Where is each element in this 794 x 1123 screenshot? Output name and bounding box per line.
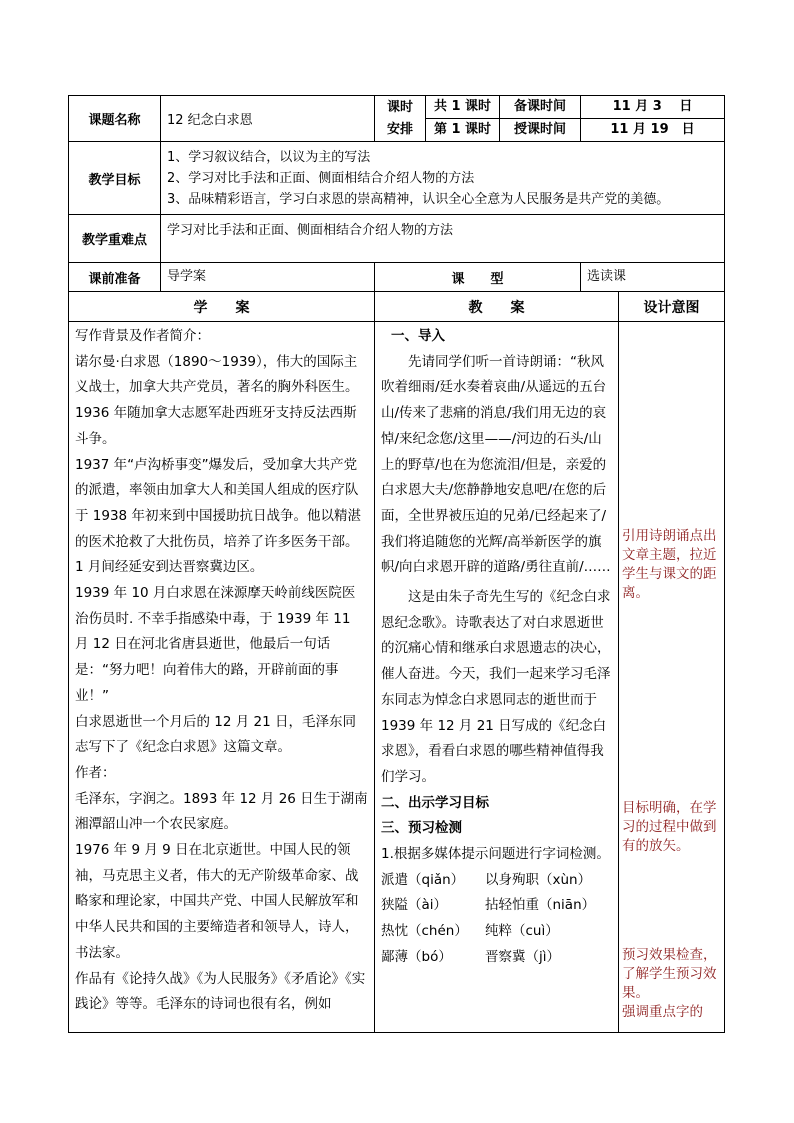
goal-item: 3、品味精彩语言，学习白求恩的崇高精神，认识全心全意为人民服务是共产党的美德。 [167, 191, 670, 207]
preparation-label: 课前准备 [69, 263, 161, 292]
vocab-word: 鄙薄（bó） [381, 948, 452, 965]
study-paragraph: 1976 年 9 月 9 日在北京逝世。中国人民的领袖，马克思主义者，伟大的无产阶级革命家、战略家和理论家，中国共产党、中国人民解放军和中华人民共和国的主要缔造者和领导人，诗人，书法家。 [75, 842, 359, 961]
lesson-type-value: 选读课 [581, 263, 725, 292]
prep-time: 11 月 3 日 [581, 96, 725, 119]
section-heading: 三、预习检测 [381, 820, 462, 837]
study-paragraph: 写作背景及作者简介： [75, 328, 210, 344]
study-plan-header: 学 案 [69, 292, 375, 322]
preparation-value: 导学案 [161, 263, 375, 292]
teach-plan-column [375, 322, 619, 1033]
design-note: 引用诗朗诵点出文章主题，拉近学生与课文的距离。 [622, 528, 717, 601]
vocab-word: 狭隘（ài） [381, 897, 448, 914]
prep-time-label: 备课时间 [500, 96, 581, 119]
goal-item: 1、学习叙议结合，以议为主的写法 [167, 149, 371, 165]
study-paragraph: 1 月间经延安到达晋察冀边区。 [75, 559, 264, 576]
lesson-type-label: 课 型 [375, 263, 581, 292]
vocab-word: 晋察冀（jì） [485, 948, 561, 965]
vocab-word: 热忱（chén） [381, 923, 468, 940]
class-hours-label [375, 96, 426, 142]
intro-paragraph: 这是由朱子奇先生写的《纪念白求恩纪念歌》。诗歌表达了对白求恩逝世的沉痛心情和继承白求恩遗志的决心，催人奋进。今天，我们一起来学习毛泽东同志为悼念白求恩同志的逝世而于 1939 年 12 月 21 日写成的《纪念白求恩》，看看白求恩的哪些精神值得我们学习。 [381, 589, 611, 785]
vocab-word: 拈轻怕重（niān） [485, 897, 596, 914]
vocab-word: 纯粹（cuì） [485, 923, 559, 940]
teach-plan-header: 教 案 [375, 292, 619, 322]
current-hour: 第 1 课时 [426, 119, 500, 142]
vocab-word: 以身殉职（xùn） [485, 871, 592, 888]
vocab-row [381, 945, 612, 971]
vocab-row [381, 919, 612, 945]
goals-list [161, 142, 725, 215]
study-paragraph: 作品有《论持久战》《为人民服务》《矛盾论》《实践论》等等。毛泽东的诗词也很有名，例如 [75, 970, 366, 1013]
teach-time-label: 授课时间 [500, 119, 581, 142]
key-points-label: 教学重难点 [69, 215, 161, 263]
design-note: 强调重点字的 [622, 1004, 703, 1020]
lesson-plan-table [68, 95, 725, 1033]
vocab-row [381, 868, 612, 894]
study-paragraph: 1939 年 10 月白求恩在涞源摩天岭前线医院医治伤员时. 不幸手指感染中毒，于 1939 年 11 月 12 日在河北省唐县逝世，他最后一句话是：“努力吧！向着伟大的路，开辟前面的事业！” [75, 585, 356, 704]
vocab-row [381, 893, 612, 919]
study-paragraph: 诺尔曼·白求恩（1890～1939），伟大的国际主义战士，加拿大共产党员，著名的胸外科医生。 [75, 353, 359, 396]
section-heading: 一、导入 [391, 328, 445, 344]
total-hours: 共 1 课时 [426, 96, 500, 119]
study-paragraph: 白求恩逝世一个月后的 12 月 21 日，毛泽东同志写下了《纪念白求恩》这篇文章。 [75, 713, 357, 756]
vocab-word: 派遣（qiǎn） [381, 871, 465, 888]
key-points-text: 学习对比手法和正面、侧面相结合介绍人物的方法 [161, 215, 725, 263]
class-hours-label-1: 课时 [386, 99, 413, 115]
study-plan-column [69, 322, 375, 1033]
task-text: 1.根据多媒体提示问题进行字词检测。 [381, 846, 610, 863]
class-hours-label-2: 安排 [386, 121, 413, 137]
goals-label: 教学目标 [69, 142, 161, 215]
teach-time: 11 月 19 日 [581, 119, 725, 142]
course-name-label: 课题名称 [69, 96, 161, 142]
course-name: 12 纪念白求恩 [161, 96, 375, 142]
study-paragraph: 1937 年“卢沟桥事变”爆发后，受加拿大共产党的派遣，率领由加拿大人和美国人组成的医疗队于 1938 年初来到中国援助抗日战争。他以精湛的医术抢救了大批伤员，培养了许多医务干部。 [75, 456, 361, 550]
design-note: 预习效果检查，了解学生预习效果。 [622, 947, 717, 1001]
study-paragraph: 毛泽东，字润之。1893 年 12 月 26 日生于湖南湘潭韶山冲一个农民家庭。 [75, 790, 368, 833]
goal-item: 2、学习对比手法和正面、侧面相结合介绍人物的方法 [167, 170, 475, 186]
study-paragraph: 作者： [75, 764, 116, 781]
section-heading: 二、出示学习目标 [381, 794, 489, 811]
design-intent-header: 设计意图 [619, 292, 725, 322]
design-intent-column [619, 322, 725, 1033]
study-paragraph: 1936 年随加拿大志愿军赴西班牙支持反法西斯斗争。 [75, 405, 357, 447]
design-note: 目标明确，在学习的过程中做到有的放矢。 [622, 800, 717, 854]
intro-paragraph: 先请同学们听一首诗朗诵：“秋风吹着细雨/廷水奏着哀曲/从遥远的五台山/传来了悲痛的消息/我们用无边的哀悼/来纪念您/这里——/河边的石头/山上的野草/也在为您流泪/但是，亲爱的白求恩大夫/您静静地安息吧/在您的后面，全世界被压迫的兄弟/已经起来了/我们将追随您的光辉/高举新医学的旗帜/向白求恩开辟的道路/勇往直前/…… [381, 353, 611, 576]
